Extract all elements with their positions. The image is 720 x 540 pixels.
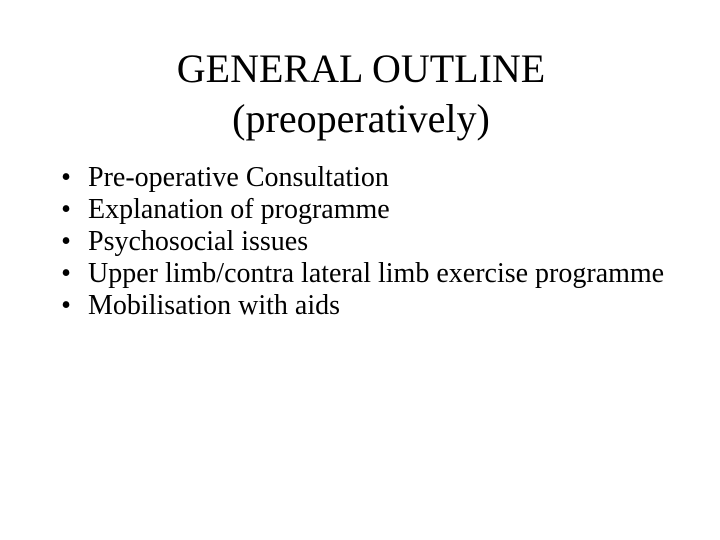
bullet-icon: •	[61, 258, 71, 289]
bullet-list	[50, 162, 690, 322]
bullet-item	[50, 226, 690, 258]
bullet-text: Upper limb/contra lateral limb exercise programme	[88, 258, 665, 289]
bullet-item	[50, 162, 690, 194]
bullet-text: Explanation of programme	[88, 194, 390, 225]
bullet-icon: •	[61, 226, 71, 257]
bullet-item	[50, 290, 690, 322]
bullet-text: Mobilisation with aids	[88, 290, 340, 321]
bullet-icon: •	[61, 290, 71, 321]
title-line-1: GENERAL OUTLINE	[176, 46, 546, 91]
title-line-2: (preoperatively)	[232, 96, 490, 141]
bullet-text: Pre-operative Consultation	[88, 162, 389, 193]
bullet-item	[50, 258, 690, 290]
bullet-item	[50, 194, 690, 226]
bullet-text: Psychosocial issues	[88, 226, 309, 257]
bullet-icon: •	[61, 194, 71, 225]
slide-title	[0, 44, 720, 144]
bullet-icon: •	[61, 162, 71, 193]
